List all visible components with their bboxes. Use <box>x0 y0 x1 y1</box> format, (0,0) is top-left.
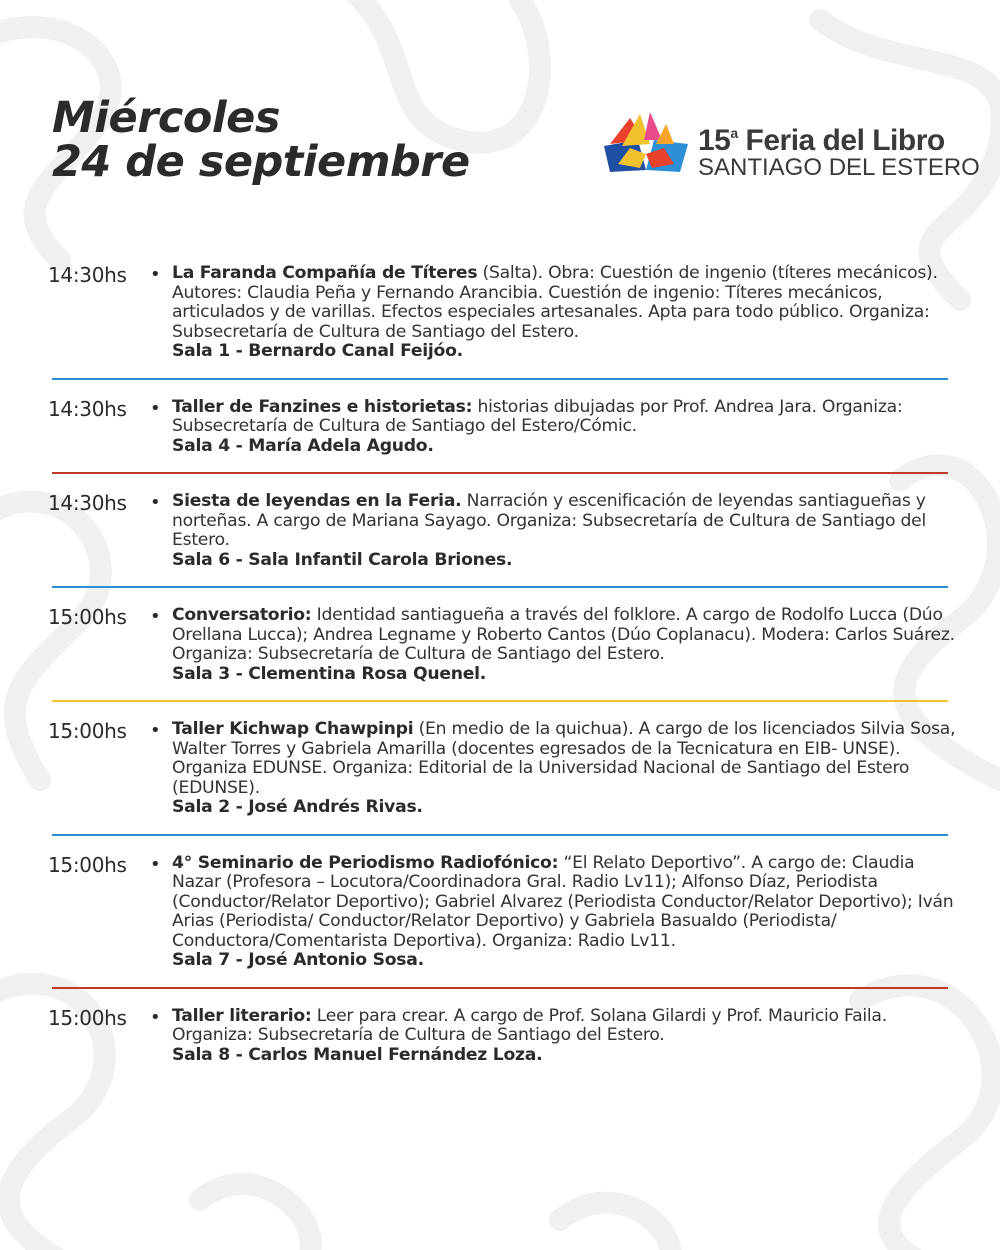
event-description <box>172 492 962 570</box>
event-divider <box>52 472 948 474</box>
event-description <box>172 720 962 818</box>
event-row <box>0 1007 1000 1066</box>
event-item <box>0 1007 1000 1066</box>
event-list <box>0 264 1000 1065</box>
book-fair-logo <box>600 110 980 182</box>
event-row <box>0 264 1000 362</box>
bullet-icon: • <box>150 264 161 285</box>
event-title: La Faranda Compañía de Títeres <box>172 263 478 283</box>
event-venue: Sala 6 - Sala Infantil Carola Briones. <box>172 549 513 570</box>
event-time: 14:30hs <box>48 491 127 515</box>
bullet-icon: • <box>150 397 161 419</box>
event-details: (Salta). Obra: Cuestión de ingenio (títeres mecánicos). Autores: Claudia Peña y Fernando Arancibia. Cuestión de ingenio: Títeres mecánicos, articulados y de varillas. Efectos especiales artesanales. Apta para todo público. Organiza: Subsecretaría de Cultura de Santiago del Estero. <box>172 263 938 342</box>
event-venue: Sala 8 - Carlos Manuel Fernández Loza. <box>172 1044 543 1065</box>
event-venue: Sala 1 - Bernardo Canal Feijóo. <box>172 341 463 361</box>
event-item <box>0 264 1000 380</box>
event-title: 4° Seminario de Periodismo Radiofónico: <box>172 852 559 873</box>
logo-ordinal: a <box>730 125 738 141</box>
bullet-icon: • <box>150 606 161 627</box>
event-item <box>0 720 1000 836</box>
event-details: Identidad santiagueña a través del folklore. A cargo de Rodolfo Lucca (Dúo Orellana Lucca); Andrea Legname y Roberto Cantos (Dúo Coplanacu). Modera: Carlos Suárez. Organiza: Subsecretaría de Cultura de Santiago del Estero. <box>172 605 955 664</box>
event-description <box>172 854 962 971</box>
event-details: Leer para crear. A cargo de Prof. Solana Gilardi y Prof. Mauricio Faila. Organiza: Subsecretaría de Cultura de Santiago del Estero. <box>172 1005 887 1045</box>
event-divider <box>52 987 948 989</box>
event-divider <box>52 378 948 380</box>
event-time: 15:00hs <box>48 852 127 877</box>
event-venue: Sala 3 - Clementina Rosa Quenel. <box>172 663 487 684</box>
event-row <box>0 854 1000 971</box>
event-time: 15:00hs <box>48 719 127 743</box>
open-book-flame-icon <box>600 110 692 182</box>
event-item <box>0 606 1000 702</box>
bullet-icon: • <box>150 492 161 513</box>
date-day-month: 24 de septiembre <box>52 137 470 187</box>
event-title: Taller de Fanzines e historietas: <box>172 396 473 417</box>
event-title: Conversatorio: <box>172 605 312 625</box>
event-item <box>0 854 1000 989</box>
event-divider <box>52 834 948 836</box>
event-title: Siesta de leyendas en la Feria. <box>172 491 462 511</box>
date-heading <box>52 93 470 187</box>
event-row <box>0 492 1000 570</box>
event-details: historias dibujadas por Prof. Andrea Jara. Organiza: Subsecretaría de Cultura de Santiago del Estero/Cómic. <box>172 396 903 436</box>
event-row <box>0 398 1000 457</box>
logo-subtitle: SANTIAGO DEL ESTERO <box>698 154 980 181</box>
logo-title-text: Feria del Libro <box>745 124 945 157</box>
logo-edition-number: 15 <box>698 124 731 157</box>
event-details: Narración y escenificación de leyendas santiagueñas y norteñas. A cargo de Mariana Sayago. Organiza: Subsecretaría de Cultura de Santiago del Estero. <box>172 491 927 550</box>
event-item <box>0 398 1000 475</box>
event-divider <box>52 700 948 702</box>
event-venue: Sala 4 - María Adela Agudo. <box>172 435 434 456</box>
event-description <box>172 606 962 684</box>
bullet-icon: • <box>150 853 161 875</box>
event-time: 14:30hs <box>48 263 127 287</box>
event-time: 14:30hs <box>48 396 127 421</box>
event-venue: Sala 7 - José Antonio Sosa. <box>172 950 424 970</box>
event-divider <box>52 586 948 588</box>
bullet-icon: • <box>150 1006 161 1028</box>
event-row <box>0 720 1000 818</box>
event-row <box>0 606 1000 684</box>
date-weekday: Miércoles <box>52 93 280 143</box>
event-item <box>0 492 1000 588</box>
event-description <box>172 398 962 457</box>
event-details: “El Relato Deportivo”. A cargo de: Claudia Nazar (Profesora – Locutora/Coordinadora Gral. Radio Lv11); Alfonso Díaz, Periodista (Conductor/Relator Deportivo); Gabriel Alvarez (Periodista Conductor/Relator Deportivo); Iván Arias (Periodista/ Conductor/Relator Deportivo) y Gabriela Basualdo (Periodista/ Conductora/Comentarista Deportiva). Organiza: Radio Lv11. <box>172 852 954 951</box>
event-time: 15:00hs <box>48 1005 127 1030</box>
event-details: (En medio de la quichua). A cargo de los licenciados Silvia Sosa, Walter Torres y Gabriela Amarilla (docentes egresados de la Tecnicatura en EIB- UNSE). Organiza EDUNSE. Organiza: Editorial de la Universidad Nacional de Santiago del Estero (EDUNSE). <box>172 719 956 798</box>
event-title: Taller Kichwap Chawpinpi <box>172 719 414 739</box>
event-description <box>172 1007 962 1066</box>
bullet-icon: • <box>150 720 161 741</box>
logo-title <box>698 116 945 158</box>
event-description <box>172 264 962 362</box>
event-venue: Sala 2 - José Andrés Rivas. <box>172 797 423 817</box>
event-time: 15:00hs <box>48 605 127 629</box>
event-title: Taller literario: <box>172 1005 312 1026</box>
